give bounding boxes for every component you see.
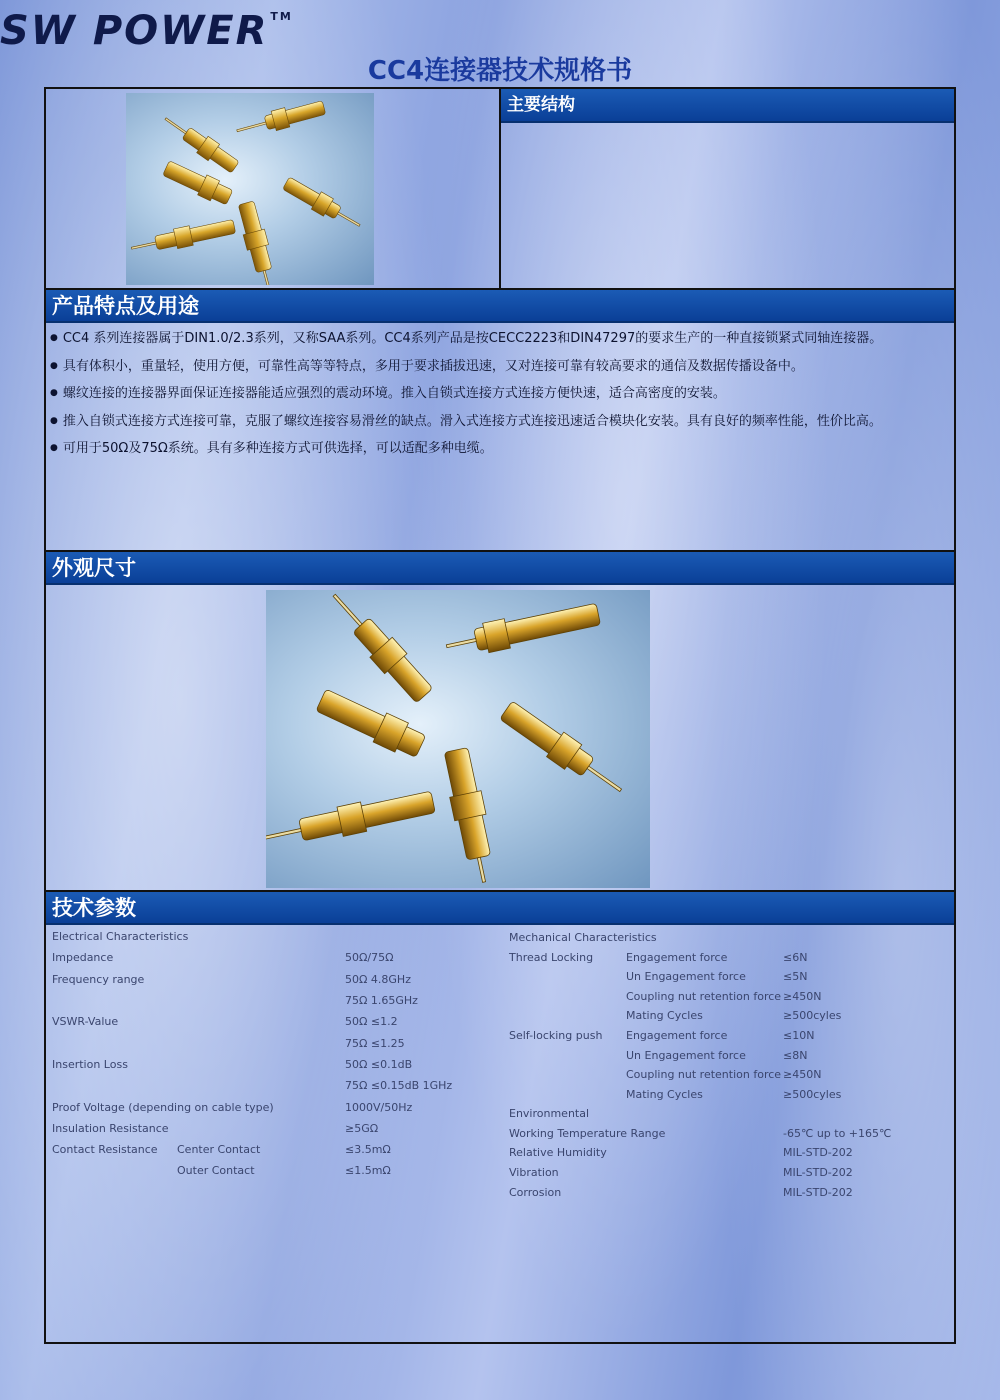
thread-mating-label: Mating Cycles [626, 1009, 703, 1022]
vswr-label: VSWR-Value [52, 1015, 119, 1028]
feature-item: ● 螺纹连接的连接器界面保证连接器能适应强烈的震动环境。推入自锁式连接方式连接方便快速，适合高密度的安装。 [50, 381, 950, 409]
thread-locking-label: Thread Locking [509, 951, 594, 964]
environmental-heading: Environmental [509, 1107, 590, 1120]
thread-engagement-value: ≤6N [783, 951, 808, 964]
outer-contact-label: Outer Contact [177, 1164, 255, 1177]
section-header-dimensions: 外观尺寸 [46, 552, 954, 585]
mechanical-heading: Mechanical Characteristics [509, 931, 657, 944]
thread-engagement-label: Engagement force [626, 951, 728, 964]
push-engagement-value: ≤10N [783, 1029, 815, 1042]
humidity-value: MIL-STD-202 [783, 1146, 853, 1159]
thread-unengagement-value: ≤5N [783, 970, 808, 983]
push-unengagement-value: ≤8N [783, 1049, 808, 1062]
push-retention-value: ≥450N [783, 1068, 822, 1081]
humidity-label: Relative Humidity [509, 1146, 607, 1159]
features-list [50, 326, 950, 464]
feature-item: ● 具有体积小，重量轻，使用方便，可靠性高等等特点，多用于要求插拔迅速，又对连接可靠有较高要求的通信及数据传播设备中。 [50, 354, 950, 382]
connectors-illustration-small [126, 93, 374, 285]
frequency-label: Frequency range [52, 973, 145, 986]
vibration-label: Vibration [509, 1166, 559, 1179]
insertion-loss-label: Insertion Loss [52, 1058, 128, 1071]
thread-retention-label: Coupling nut retention force [626, 990, 782, 1003]
vibration-value: MIL-STD-202 [783, 1166, 853, 1179]
corrosion-label: Corrosion [509, 1186, 562, 1199]
trademark-mark: TM [270, 10, 293, 23]
page-title: CC4连接器技术规格书 [367, 56, 633, 86]
insulation-resistance-label: Insulation Resistance [52, 1122, 169, 1135]
section-header-structure: 主要结构 [501, 89, 954, 123]
frequency-50-value: 50Ω 4.8GHz [345, 973, 411, 986]
thread-unengagement-label: Un Engagement force [626, 970, 746, 983]
product-photo-small [126, 93, 374, 285]
temperature-value: -65℃ up to +165℃ [783, 1127, 892, 1140]
thread-retention-value: ≥450N [783, 990, 822, 1003]
impedance-label: Impedance [52, 951, 114, 964]
contact-resistance-label: Contact Resistance [52, 1143, 158, 1156]
feature-item: ● 可用于50Ω及75Ω系统。具有多种连接方式可供选择，可以适配多种电缆。 [50, 436, 950, 464]
insertion-loss-50-value: 50Ω ≤0.1dB [345, 1058, 413, 1071]
push-retention-label: Coupling nut retention force [626, 1068, 782, 1081]
electrical-heading: Electrical Characteristics [52, 930, 189, 943]
thread-mating-value: ≥500cyles [783, 1009, 842, 1022]
brand-logo [0, 8, 291, 54]
feature-item: ● 推入自锁式连接方式连接可靠，克服了螺纹连接容易滑丝的缺点。滑入式连接方式连接迅速适合模块化安装。具有良好的频率性能，性价比高。 [50, 409, 950, 437]
connectors-illustration-large [266, 590, 650, 888]
section-header-specs: 技术参数 [46, 892, 954, 925]
feature-item: ● CC4 系列连接器属于DIN1.0/2.3系列，又称SAA系列。CC4系列产品是按CECC2223和DIN47297的要求生产的一种直接锁紧式同轴连接器。 [50, 326, 950, 354]
vswr-50-value: 50Ω ≤1.2 [345, 1015, 398, 1028]
insertion-loss-75-value: 75Ω ≤0.15dB 1GHz [345, 1079, 453, 1092]
product-photo-large [266, 590, 650, 888]
vswr-75-value: 75Ω ≤1.25 [345, 1037, 405, 1050]
center-contact-label: Center Contact [177, 1143, 261, 1156]
push-unengagement-label: Un Engagement force [626, 1049, 746, 1062]
push-mating-value: ≥500cyles [783, 1088, 842, 1101]
impedance-value: 50Ω/75Ω [345, 951, 394, 964]
brand-logo-text: SW POWER [0, 8, 269, 54]
push-mating-label: Mating Cycles [626, 1088, 703, 1101]
insulation-resistance-value: ≥5GΩ [345, 1122, 379, 1135]
temperature-label: Working Temperature Range [509, 1127, 666, 1140]
outer-contact-value: ≤1.5mΩ [345, 1164, 391, 1177]
center-contact-value: ≤3.5mΩ [345, 1143, 391, 1156]
proof-voltage-value: 1000V/50Hz [345, 1101, 413, 1114]
self-locking-push-label: Self-locking push [509, 1029, 603, 1042]
corrosion-value: MIL-STD-202 [783, 1186, 853, 1199]
frequency-75-value: 75Ω 1.65GHz [345, 994, 418, 1007]
section-header-features: 产品特点及用途 [46, 290, 954, 323]
proof-voltage-label: Proof Voltage (depending on cable type) [52, 1101, 274, 1114]
push-engagement-label: Engagement force [626, 1029, 728, 1042]
